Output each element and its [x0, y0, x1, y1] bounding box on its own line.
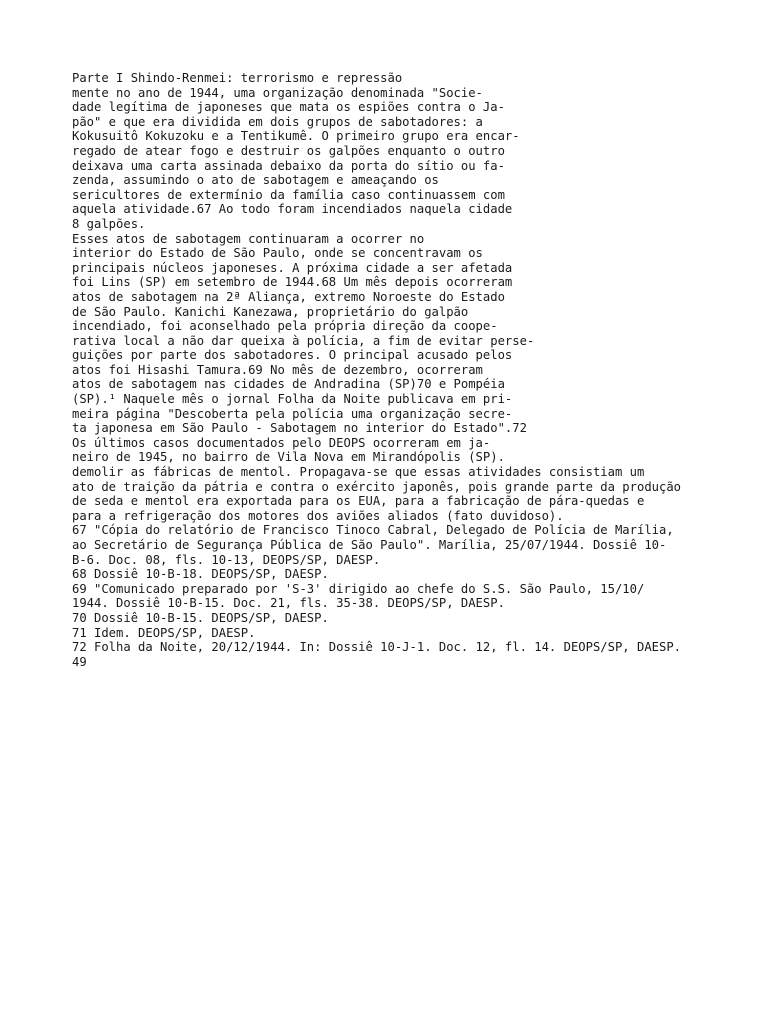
body-line: regado de atear fogo e destruir os galpões enquanto o outro — [72, 143, 505, 158]
footnote-71: 71 Idem. DEOPS/SP, DAESP. — [72, 625, 256, 640]
body-line: Esses atos de sabotagem continuaram a ocorrer no — [72, 231, 425, 246]
body-line: pão" e que era dividida em dois grupos de sabotadores: a — [72, 114, 483, 129]
body-line: sericultores de extermínio da família caso continuassem com — [72, 187, 505, 202]
body-line: Kokusuitô Kokuzoku e a Tentikumê. O primeiro grupo era encar- — [72, 129, 520, 144]
footnote-continuation-line: de seda e mentol era exportada para os EUA, para a fabricação de pára-quedas e — [72, 494, 645, 509]
body-line: dade legítima de japoneses que mata os espiões contra o Ja- — [72, 100, 505, 115]
body-line: interior do Estado de São Paulo, onde se concentravam os — [72, 246, 483, 261]
body-line: incendiado, foi aconselhado pela própria direção da coope- — [72, 319, 498, 334]
footnote-72: 72 Folha da Noite, 20/12/1944. In: Dossiê 10-J-1. Doc. 12, fl. 14. DEOPS/SP, DAESP. — [72, 640, 682, 655]
body-line: principais núcleos japoneses. A próxima cidade a ser afetada — [72, 260, 513, 275]
body-line: aquela atividade.67 Ao todo foram incendiados naquela cidade — [72, 202, 513, 217]
body-line: zenda, assumindo o ato de sabotagem e ameaçando os — [72, 173, 439, 188]
body-line: atos de sabotagem nas cidades de Andradina (SP)70 e Pompéia — [72, 377, 505, 392]
footnote-68: 68 Dossiê 10-B-18. DEOPS/SP, DAESP. — [72, 567, 329, 582]
footnote-70: 70 Dossiê 10-B-15. DEOPS/SP, DAESP. — [72, 610, 329, 625]
body-line: meira página "Descoberta pela polícia uma organização secre- — [72, 406, 513, 421]
page-number: 49 — [72, 654, 87, 669]
body-line: de São Paulo. Kanichi Kanezawa, proprietário do galpão — [72, 304, 469, 319]
footnote-67: 67 "Cópia do relatório de Francisco Tinoco Cabral, Delegado de Polícia de Marília, — [72, 523, 674, 538]
footnote-continuation-line: ato de traição da pátria e contra o exército japonês, pois grande parte da produção — [72, 479, 682, 494]
footnote-69-cont: 1944. Dossiê 10-B-15. Doc. 21, fls. 35-38. DEOPS/SP, DAESP. — [72, 596, 505, 611]
footnote-continuation-line: demolir as fábricas de mentol. Propagava-se que essas atividades consistiam um — [72, 465, 645, 480]
body-line: Os últimos casos documentados pelo DEOPS ocorreram em ja- — [72, 435, 491, 450]
body-line: rativa local a não dar queixa à polícia, a fim de evitar perse- — [72, 333, 535, 348]
body-line: atos foi Hisashi Tamura.69 No mês de dezembro, ocorreram — [72, 362, 483, 377]
running-header: Parte I Shindo-Renmei: terrorismo e repressão — [72, 71, 403, 85]
body-line: guições por parte dos sabotadores. O principal acusado pelos — [72, 348, 513, 363]
body-line: ta japonesa em São Paulo - Sabotagem no interior do Estado".72 — [72, 421, 527, 436]
body-line: neiro de 1945, no bairro de Vila Nova em Mirandópolis (SP). — [72, 450, 505, 465]
body-line: deixava uma carta assinada debaixo da porta do sítio ou fa- — [72, 158, 505, 173]
body-line: mente no ano de 1944, uma organização denominada "Socie- — [72, 85, 483, 100]
body-line: foi Lins (SP) em setembro de 1944.68 Um mês depois ocorreram — [72, 275, 513, 290]
footnote-67-cont: B-6. Doc. 08, fls. 10-13, DEOPS/SP, DAESP. — [72, 552, 381, 567]
footnote-67-cont: ao Secretário de Segurança Pública de São Paulo". Marília, 25/07/1944. Dossiê 10- — [72, 538, 667, 552]
body-line: 8 galpões. — [72, 216, 146, 231]
footnote-continuation-line: para a refrigeração dos motores dos aviões aliados (fato duvidoso). — [72, 508, 564, 523]
document-page — [72, 71, 742, 669]
body-line: atos de sabotagem na 2ª Aliança, extremo Noroeste do Estado — [72, 289, 505, 304]
footnote-69: 69 "Comunicado preparado por 'S-3' dirigido ao chefe do S.S. São Paulo, 15/10/ — [72, 581, 645, 596]
body-line: (SP).¹ Naquele mês o jornal Folha da Noite publicava em pri- — [72, 392, 513, 407]
